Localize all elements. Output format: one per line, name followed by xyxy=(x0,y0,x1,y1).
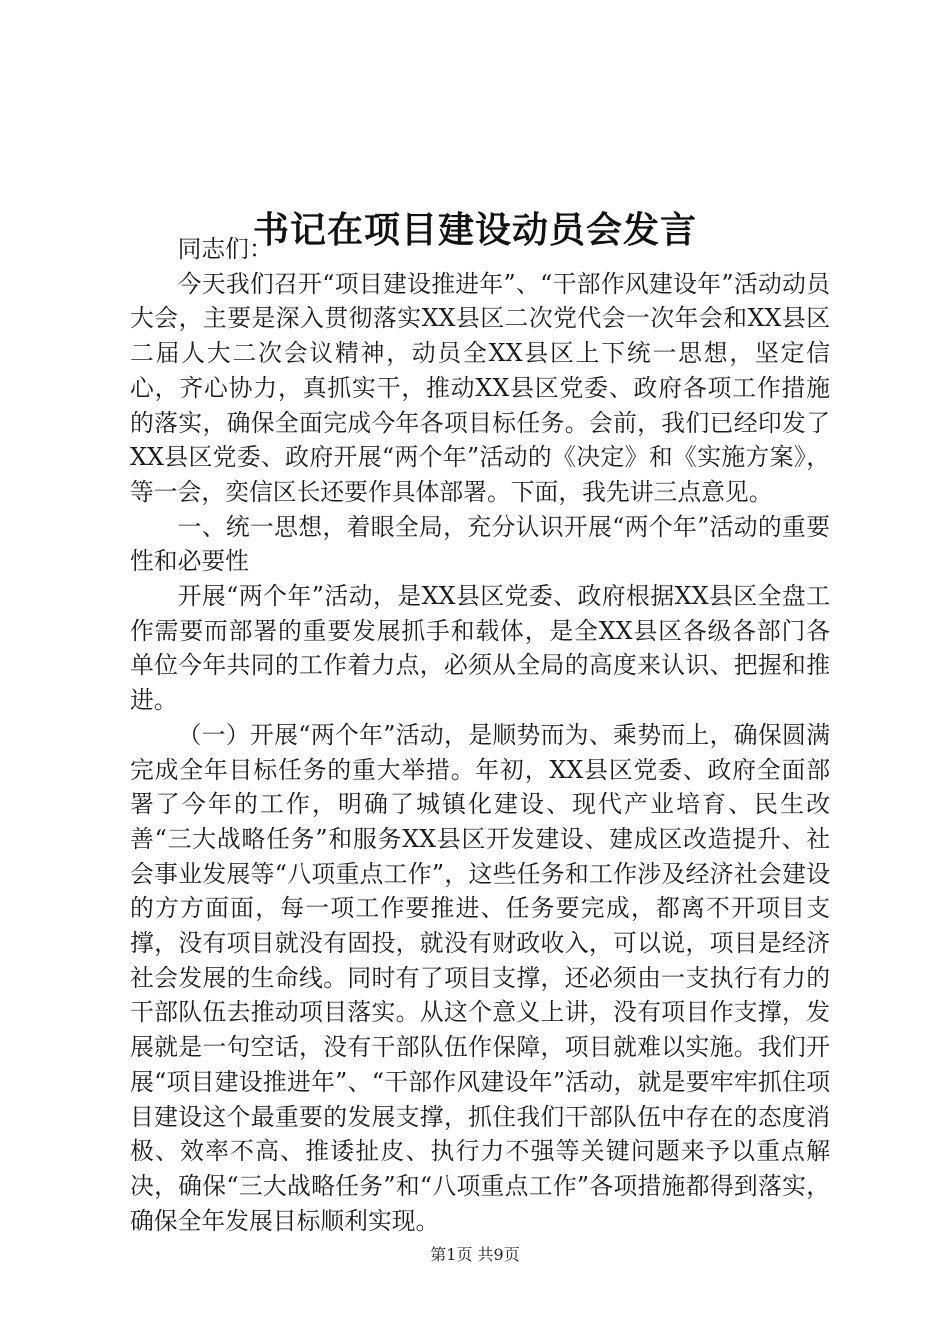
section-heading-1: 一、统一思想，着眼全局，充分认识开展“两个年”活动的重要性和必要性 xyxy=(130,512,830,576)
paragraph-subsection-1: （一）开展“两个年”活动，是顺势而为、乘势而上，确保圆满完成全年目标任务的重大举措。年初，XX县区党委、政府全面部署了今年的工作，明确了城镇化建设、现代产业培育、民生改善“三大战略任务”和服务XX县区开发建设、建成区改造提升、社会事业发展等“八项重点工作”，这些任务和工作涉及经济社会建设的方方面面，每一项工作要推进、任务要完成，都离不开项目支撑，没有项目就没有固投，就没有财政收入，可以说，项目是经济社会发展的生命线。同时有了项目支撑，还必须由一支执行有力的干部队伍去推动项目落实。从这个意义上讲，没有项目作支撑，发展就是一句空话，没有干部队伍作保障，项目就难以实施。我们开展“项目建设推进年”、“干部作风建设年”活动，就是要牢牢抓住项目建设这个最重要的发展支撑，抓住我们干部队伍中存在的态度消极、效率不高、推诿扯皮、执行力不强等关键问题来予以重点解决，确保“三大战略任务”和“八项重点工作”各项措施都得到落实，确保全年发展目标顺利实现。 xyxy=(130,720,830,1235)
paragraph-section-1: 开展“两个年”活动，是XX县区党委、政府根据XX县区全盘工作需要而部署的重要发展抓手和载体，是全XX县区各级各部门各单位今年共同的工作着力点，必须从全局的高度来认识、把握和推进。 xyxy=(130,582,830,715)
paragraph-intro: 今天我们召开“项目建设推进年”、“干部作风建设年”活动动员大会，主要是深入贯彻落实XX县区二次党代会一次年会和XX县区二届人大二次会议精神，动员全XX县区上下统一思想，坚定信心，齐心协力，真抓实干，推动XX县区党委、政府各项工作措施的落实，确保全面完成今年各项目标任务。会前，我们已经印发了XX县区党委、政府开展“两个年”活动的《决定》和《实施方案》，等一会，奕信区长还要作具体部署。下面，我先讲三点意见。 xyxy=(130,269,830,506)
document-body xyxy=(130,232,830,1238)
page-footer: 第1页 共9页 xyxy=(430,1245,520,1264)
document-title: 书记在项目建设动员会发言 xyxy=(252,209,697,252)
salutation: 同志们： xyxy=(177,235,273,263)
